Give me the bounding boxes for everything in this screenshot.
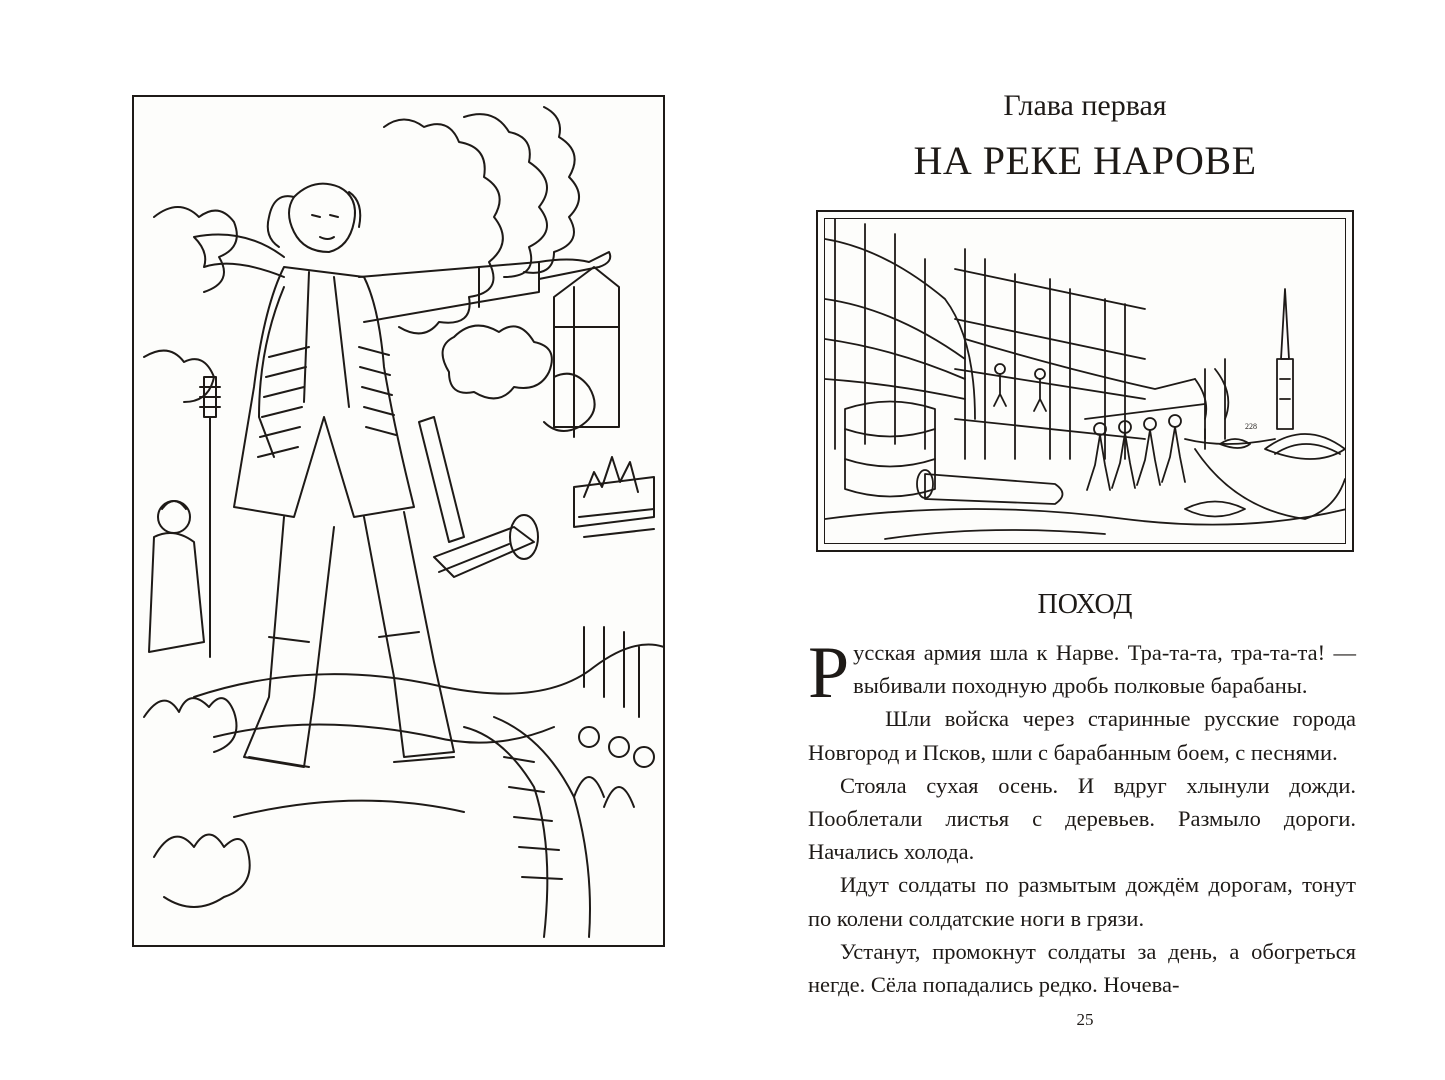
paragraph-2: Шли войска через старинные русские города Новгород и Псков, шли с барабанным боем, с песнями.	[808, 706, 1356, 765]
paragraph-4: Идут солдаты по размытым дождём дорогам, тонут по колени солдатские ноги в грязи.	[808, 872, 1356, 931]
shipyard-illustration	[816, 210, 1354, 552]
paragraph-1-text: усская армия шла к Нарве. Тра-та-та, тра-та-та! — выбивали походную дробь полковые барабаны.	[853, 640, 1356, 699]
left-page-illustration	[132, 95, 665, 947]
commander-pointing-illustration	[134, 97, 663, 945]
paragraph-1	[808, 632, 1356, 714]
paragraph-3: Стояла сухая осень. И вдруг хлынули дожди. Пооблетали листья с деревьев. Размыло дороги. Начались холода.	[808, 772, 1356, 865]
section-title: ПОХОД	[1037, 589, 1133, 620]
page-number: 25	[1076, 1010, 1094, 1029]
drop-cap: Р	[808, 632, 850, 714]
chapter-title: НА РЕКЕ НАРОВЕ	[913, 138, 1257, 183]
boat-label: 228	[1245, 422, 1257, 431]
chapter-label: Глава первая	[1003, 89, 1167, 122]
body-text	[808, 632, 1356, 1001]
shipyard-scene	[825, 219, 1346, 544]
shipyard-illustration-frame	[824, 218, 1346, 544]
paragraph-5: Устанут, промокнут солдаты за день, а обогреться негде. Сёла попадались редко. Ночева-	[808, 938, 1356, 998]
